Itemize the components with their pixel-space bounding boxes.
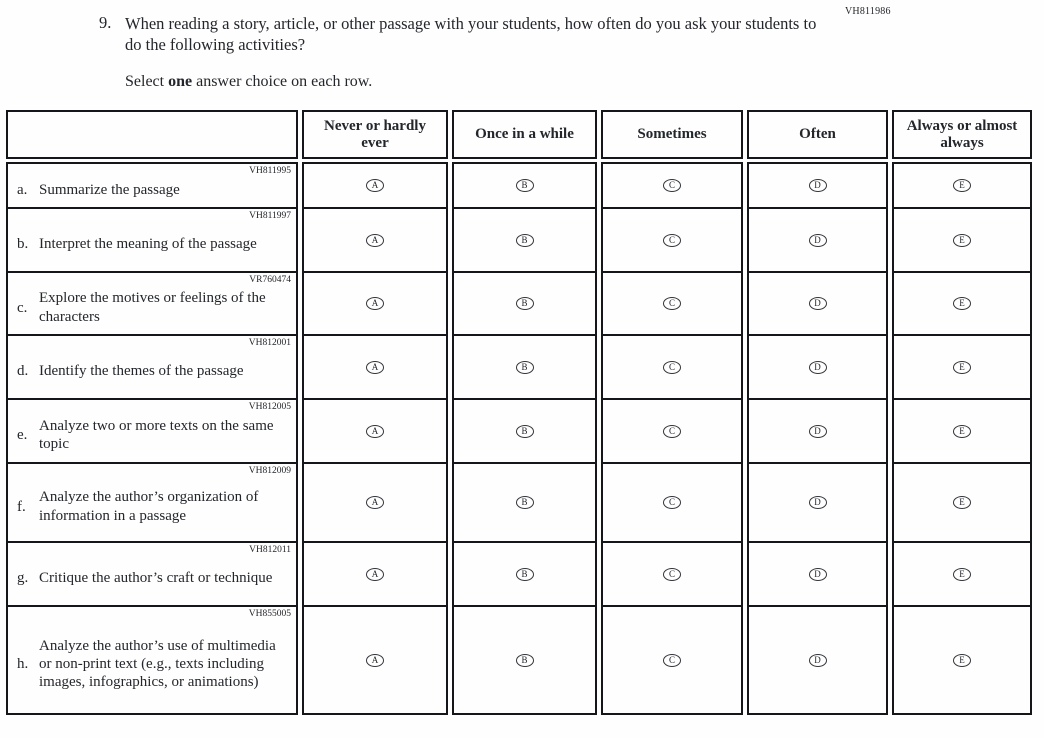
row-text-a: Summarize the passage — [39, 181, 180, 198]
answer-bubble-d2[interactable]: B — [516, 361, 534, 374]
row-text-e: Analyze two or more texts on the same topic — [39, 417, 274, 453]
answer-bubble-b2[interactable]: B — [516, 234, 534, 247]
answer-cell-a1 — [302, 162, 448, 209]
answer-bubble-g2[interactable]: B — [516, 568, 534, 581]
answer-bubble-c5[interactable]: E — [953, 297, 971, 310]
row-label-cell-e — [6, 398, 298, 464]
instruction-suffix: answer choice on each row. — [192, 72, 373, 90]
answer-bubble-h2[interactable]: B — [516, 654, 534, 667]
column-strip-sometimes — [601, 110, 743, 715]
row-label-cell-h — [6, 605, 298, 715]
answer-bubble-g4[interactable]: D — [809, 568, 827, 581]
row-id-b: VH811997 — [249, 211, 291, 221]
answer-bubble-f2[interactable]: B — [516, 496, 534, 509]
row-letter-a: a. — [17, 181, 28, 198]
answer-cell-a5 — [892, 162, 1032, 209]
answer-cell-e1 — [302, 398, 448, 464]
answer-bubble-e2[interactable]: B — [516, 425, 534, 438]
answer-cell-c5 — [892, 271, 1032, 336]
answer-cell-g1 — [302, 541, 448, 607]
answer-bubble-e5[interactable]: E — [953, 425, 971, 438]
answer-bubble-a2[interactable]: B — [516, 179, 534, 192]
row-id-f: VH812009 — [248, 466, 291, 476]
row-letter-g: g. — [17, 570, 29, 587]
row-text-h: Analyze the author’s use of multimedia or non-print text (e.g., texts including images, infographics, or animations) — [39, 637, 276, 691]
row-label-cell-f — [6, 462, 298, 543]
instruction-prefix: Select — [125, 72, 169, 90]
answer-cell-a3 — [601, 162, 743, 209]
answer-bubble-h4[interactable]: D — [809, 654, 827, 667]
row-letter-c: c. — [17, 299, 28, 316]
answer-bubble-g1[interactable]: A — [366, 568, 384, 581]
answer-cell-b5 — [892, 207, 1032, 273]
answer-bubble-h1[interactable]: A — [366, 654, 384, 667]
answer-bubble-b3[interactable]: C — [663, 234, 681, 247]
column-header-once-in-a-while: Once in a while — [452, 110, 597, 159]
row-id-h: VH855005 — [248, 609, 291, 619]
answer-cell-h5 — [892, 605, 1032, 715]
page-code: VH811986 — [845, 6, 891, 17]
row-letter-d: d. — [17, 363, 29, 380]
row-label-cell-c — [6, 271, 298, 336]
answer-bubble-f1[interactable]: A — [366, 496, 384, 509]
answer-cell-b1 — [302, 207, 448, 273]
row-id-e: VH812005 — [248, 402, 291, 412]
answer-bubble-c4[interactable]: D — [809, 297, 827, 310]
row-label-cell-d — [6, 334, 298, 400]
column-strip-often — [747, 110, 888, 715]
answer-bubble-h5[interactable]: E — [953, 654, 971, 667]
row-letter-h: h. — [17, 656, 29, 673]
column-header-never-or-hardly-ever: Never or hardly ever — [302, 110, 448, 159]
question-block — [99, 13, 825, 91]
column-strip-once-in-a-while — [452, 110, 597, 715]
answer-cell-d2 — [452, 334, 597, 400]
answer-cell-f2 — [452, 462, 597, 543]
answer-cell-d3 — [601, 334, 743, 400]
question-number: 9. — [99, 13, 112, 32]
row-text-c: Explore the motives or feelings of the characters — [39, 290, 266, 325]
answer-bubble-c2[interactable]: B — [516, 297, 534, 310]
row-id-g: VH812011 — [249, 545, 291, 555]
answer-cell-e3 — [601, 398, 743, 464]
answer-cell-h1 — [302, 605, 448, 715]
answer-cell-f5 — [892, 462, 1032, 543]
answer-cell-d4 — [747, 334, 888, 400]
answer-cell-c2 — [452, 271, 597, 336]
answer-bubble-c3[interactable]: C — [663, 297, 681, 310]
frequency-table — [6, 110, 1032, 715]
answer-bubble-d1[interactable]: A — [366, 361, 384, 374]
answer-cell-c4 — [747, 271, 888, 336]
answer-bubble-f4[interactable]: D — [809, 496, 827, 509]
answer-cell-a2 — [452, 162, 597, 209]
answer-cell-e2 — [452, 398, 597, 464]
instruction-emphasis: one — [168, 72, 193, 90]
answer-bubble-b5[interactable]: E — [953, 234, 971, 247]
row-text-d: Identify the themes of the passage — [39, 363, 244, 380]
answer-cell-f4 — [747, 462, 888, 543]
label-column-header — [6, 110, 298, 159]
answer-cell-h2 — [452, 605, 597, 715]
answer-cell-a4 — [747, 162, 888, 209]
column-header-always-or-almost-always: Always or almost always — [892, 110, 1032, 159]
row-text-g: Critique the author’s craft or technique — [39, 570, 273, 587]
answer-cell-b2 — [452, 207, 597, 273]
answer-bubble-g3[interactable]: C — [663, 568, 681, 581]
row-label-cell-b — [6, 207, 298, 273]
answer-bubble-f5[interactable]: E — [953, 496, 971, 509]
answer-cell-e5 — [892, 398, 1032, 464]
row-label-cell-g — [6, 541, 298, 607]
answer-cell-g5 — [892, 541, 1032, 607]
answer-bubble-d4[interactable]: D — [809, 361, 827, 374]
row-letter-e: e. — [17, 427, 28, 444]
answer-cell-g4 — [747, 541, 888, 607]
answer-bubble-d3[interactable]: C — [663, 361, 681, 374]
answer-bubble-h3[interactable]: C — [663, 654, 681, 667]
row-label-cell-a — [6, 162, 298, 209]
row-text-b: Interpret the meaning of the passage — [39, 236, 257, 253]
column-strip-always-or-almost-always — [892, 110, 1032, 715]
answer-bubble-e4[interactable]: D — [809, 425, 827, 438]
answer-cell-c3 — [601, 271, 743, 336]
row-id-d: VH812001 — [248, 338, 291, 348]
answer-bubble-b1[interactable]: A — [366, 234, 384, 247]
answer-cell-h3 — [601, 605, 743, 715]
answer-bubble-e1[interactable]: A — [366, 425, 384, 438]
answer-cell-g3 — [601, 541, 743, 607]
answer-cell-h4 — [747, 605, 888, 715]
answer-bubble-a5[interactable]: E — [953, 179, 971, 192]
column-header-often: Often — [747, 110, 888, 159]
answer-bubble-b4[interactable]: D — [809, 234, 827, 247]
answer-bubble-a3[interactable]: C — [663, 179, 681, 192]
question-text: When reading a story, article, or other passage with your students, how often do you ask your students to do the following activities? — [125, 14, 817, 55]
question-instruction — [125, 73, 825, 91]
row-id-c: VR760474 — [249, 275, 291, 285]
row-text-f: Analyze the author’s organization of information in a passage — [39, 489, 259, 524]
label-column-strip — [6, 110, 298, 715]
answer-cell-b4 — [747, 207, 888, 273]
row-letter-b: b. — [17, 236, 29, 253]
answer-bubble-e3[interactable]: C — [663, 425, 681, 438]
question-body — [125, 13, 825, 91]
answer-cell-f1 — [302, 462, 448, 543]
answer-cell-e4 — [747, 398, 888, 464]
answer-bubble-f3[interactable]: C — [663, 496, 681, 509]
answer-bubble-a4[interactable]: D — [809, 179, 827, 192]
answer-bubble-a1[interactable]: A — [366, 179, 384, 192]
answer-cell-d5 — [892, 334, 1032, 400]
answer-cell-g2 — [452, 541, 597, 607]
answer-cell-f3 — [601, 462, 743, 543]
answer-cell-b3 — [601, 207, 743, 273]
row-id-a: VH811995 — [249, 166, 291, 176]
answer-cell-c1 — [302, 271, 448, 336]
row-letter-f: f. — [17, 498, 26, 515]
answer-bubble-c1[interactable]: A — [366, 297, 384, 310]
column-header-sometimes: Sometimes — [601, 110, 743, 159]
answer-cell-d1 — [302, 334, 448, 400]
column-strip-never-or-hardly-ever — [302, 110, 448, 715]
answer-bubble-d5[interactable]: E — [953, 361, 971, 374]
answer-bubble-g5[interactable]: E — [953, 568, 971, 581]
